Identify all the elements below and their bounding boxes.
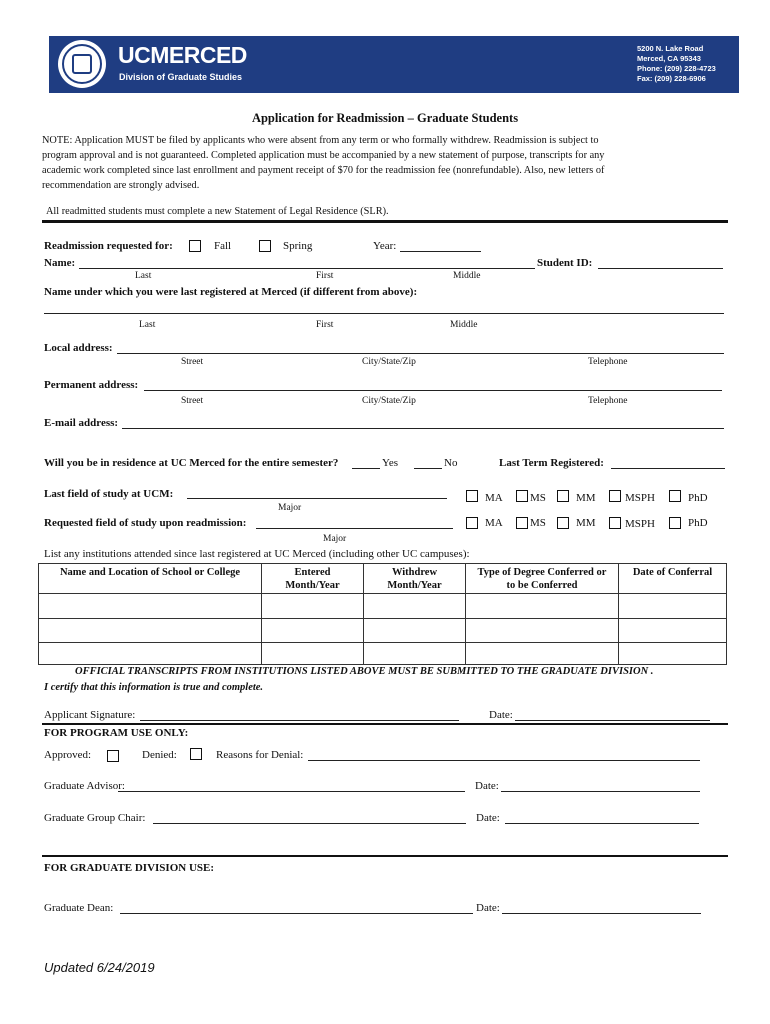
phd-label: PhD [688, 492, 708, 504]
slr-note: All readmitted students must complete a new Statement of Legal Residence (SLR). [46, 206, 389, 217]
address-line: 5200 N. Lake Road [637, 44, 704, 53]
ms-label: MS [530, 517, 546, 529]
graduate-advisor-field[interactable] [118, 791, 465, 792]
section-divider [42, 220, 728, 223]
brand-logo: UCMERCED [118, 42, 247, 68]
email-label: E-mail address: [44, 417, 119, 429]
table-cell[interactable] [619, 643, 727, 665]
note-line: NOTE: Application MUST be filed by applicants who were absent from any term or who formally withdrew. Readmission is subject to [42, 135, 599, 146]
col-conferral: Date of Conferral [619, 564, 727, 594]
table-cell[interactable] [619, 619, 727, 643]
yes-label: Yes [382, 457, 399, 469]
section-divider [42, 723, 728, 725]
updated-date: Updated 6/24/2019 [44, 960, 155, 975]
mm-label: MM [576, 492, 596, 504]
year-label: Year: [373, 240, 397, 252]
msph-label: MSPH [625, 518, 655, 530]
spring-checkbox[interactable] [259, 240, 271, 252]
approved-label: Approved: [44, 749, 92, 761]
req-ma-checkbox[interactable] [466, 517, 478, 529]
date-label: Date: [489, 709, 513, 721]
graduate-dean-field[interactable] [120, 913, 473, 914]
table-cell[interactable] [364, 594, 466, 619]
first-caption: First [316, 271, 334, 281]
local-address-label: Local address: [44, 342, 113, 354]
last-phd-checkbox[interactable] [669, 490, 681, 502]
last-mm-checkbox[interactable] [557, 490, 569, 502]
table-cell[interactable] [39, 619, 262, 643]
fall-checkbox[interactable] [189, 240, 201, 252]
page-title: Application for Readmission – Graduate Students [251, 111, 519, 125]
telephone-caption: Telephone [588, 357, 628, 367]
street-caption: Street [181, 357, 204, 367]
division-use-heading: FOR GRADUATE DIVISION USE: [44, 862, 215, 874]
seal-core [72, 54, 92, 74]
date-label: Date: [476, 902, 500, 914]
previous-name-label: Name under which you were last registered at Merced (if different from above): [44, 286, 418, 298]
previous-name-field[interactable] [44, 313, 724, 314]
permanent-address-field[interactable] [144, 390, 722, 391]
major-caption: Major [323, 534, 347, 544]
ma-label: MA [485, 517, 503, 529]
phone-line: Phone: (209) 228-4723 [637, 64, 716, 73]
ms-label: MS [530, 492, 546, 504]
graduate-dean-label: Graduate Dean: [44, 902, 114, 914]
table-cell[interactable] [619, 594, 727, 619]
local-address-field[interactable] [117, 353, 724, 354]
requested-field-input[interactable] [256, 528, 453, 529]
table-cell[interactable] [262, 643, 364, 665]
applicant-date-field[interactable] [515, 720, 710, 721]
middle-caption: Middle [450, 320, 478, 330]
last-term-field[interactable] [611, 468, 725, 469]
major-caption: Major [278, 503, 302, 513]
section-divider [42, 855, 728, 857]
last-term-label: Last Term Registered: [499, 457, 604, 469]
req-msph-checkbox[interactable] [609, 517, 621, 529]
table-cell[interactable] [466, 594, 619, 619]
applicant-signature-field[interactable] [140, 720, 459, 721]
col-withdrew: Withdrew Month/Year [364, 564, 466, 594]
col-degree: Type of Degree Conferred or to be Conferred [466, 564, 619, 594]
table-row[interactable] [39, 643, 727, 665]
name-label: Name: [44, 257, 76, 269]
table-cell[interactable] [39, 643, 262, 665]
table-row[interactable] [39, 619, 727, 643]
student-id-field[interactable] [598, 268, 723, 269]
middle-caption: Middle [453, 271, 481, 281]
reasons-field[interactable] [308, 760, 700, 761]
chair-date-field[interactable] [505, 823, 699, 824]
phd-label: PhD [688, 517, 708, 529]
last-caption: Last [135, 271, 152, 281]
dean-date-field[interactable] [502, 913, 701, 914]
ma-label: MA [485, 492, 503, 504]
last-caption: Last [139, 320, 156, 330]
readmission-label: Readmission requested for: [44, 240, 173, 252]
req-ms-checkbox[interactable] [516, 517, 528, 529]
fax-line: Fax: (209) 228-6906 [637, 74, 706, 83]
student-id-label: Student ID: [537, 257, 593, 269]
denied-label: Denied: [142, 749, 177, 761]
institutions-table [38, 563, 727, 665]
last-ma-checkbox[interactable] [466, 490, 478, 502]
no-label: No [444, 457, 458, 469]
date-label: Date: [476, 812, 500, 824]
requested-field-label: Requested field of study upon readmission: [44, 517, 247, 529]
transcripts-note: OFFICIAL TRANSCRIPTS FROM INSTITUTIONS LISTED ABOVE MUST BE SUBMITTED TO THE GRADUATE DIVISION . [75, 666, 654, 677]
city-caption: City/State/Zip [362, 357, 416, 367]
institutions-intro: List any institutions attended since last registered at UC Merced (including other UC campuses): [44, 548, 470, 560]
applicant-signature-label: Applicant Signature: [44, 709, 136, 721]
table-cell[interactable] [262, 594, 364, 619]
city-caption: City/State/Zip [362, 396, 416, 406]
note-line: recommendation are strongly advised. [42, 180, 200, 191]
last-field-input[interactable] [187, 498, 447, 499]
table-cell[interactable] [466, 619, 619, 643]
table-row[interactable] [39, 594, 727, 619]
note-line: academic work completed since last enrollment and payment receipt of $70 for the readmission fee (nonrefundable). Also, new letters of [42, 165, 605, 176]
spring-label: Spring [283, 240, 313, 252]
year-field[interactable] [400, 251, 481, 252]
certify-statement: I certify that this information is true and complete. [44, 682, 264, 693]
table-cell[interactable] [364, 619, 466, 643]
division-name: Division of Graduate Studies [119, 72, 243, 82]
msph-label: MSPH [625, 492, 655, 504]
table-cell[interactable] [262, 619, 364, 643]
street-caption: Street [181, 396, 204, 406]
program-use-heading: FOR PROGRAM USE ONLY: [44, 727, 189, 739]
address-line: Merced, CA 95343 [637, 54, 701, 63]
table-cell[interactable] [466, 643, 619, 665]
advisor-date-field[interactable] [501, 791, 700, 792]
req-mm-checkbox[interactable] [557, 517, 569, 529]
first-caption: First [316, 320, 334, 330]
approved-checkbox[interactable] [107, 750, 119, 762]
table-cell[interactable] [364, 643, 466, 665]
note-line: program approval and is not guaranteed. Completed application must be accompanied by a new statement of purpose, transcripts for any [42, 150, 605, 161]
denied-checkbox[interactable] [190, 748, 202, 760]
date-label: Date: [475, 780, 499, 792]
group-chair-field[interactable] [153, 823, 466, 824]
permanent-address-label: Permanent address: [44, 379, 139, 391]
reasons-label: Reasons for Denial: [216, 749, 304, 761]
last-field-label: Last field of study at UCM: [44, 488, 174, 500]
col-entered: Entered Month/Year [262, 564, 364, 594]
req-phd-checkbox[interactable] [669, 517, 681, 529]
group-chair-label: Graduate Group Chair: [44, 812, 146, 824]
residence-yes-field[interactable] [352, 468, 380, 469]
fall-label: Fall [214, 240, 232, 252]
telephone-caption: Telephone [588, 396, 628, 406]
name-field[interactable] [79, 268, 535, 269]
mm-label: MM [576, 517, 596, 529]
residence-no-field[interactable] [414, 468, 442, 469]
last-msph-checkbox[interactable] [609, 490, 621, 502]
graduate-advisor-label: Graduate Advisor: [44, 780, 125, 792]
col-school: Name and Location of School or College [39, 564, 262, 594]
table-cell[interactable] [39, 594, 262, 619]
last-ms-checkbox[interactable] [516, 490, 528, 502]
residence-question: Will you be in residence at UC Merced for the entire semester? [44, 457, 339, 469]
email-field[interactable] [122, 428, 724, 429]
